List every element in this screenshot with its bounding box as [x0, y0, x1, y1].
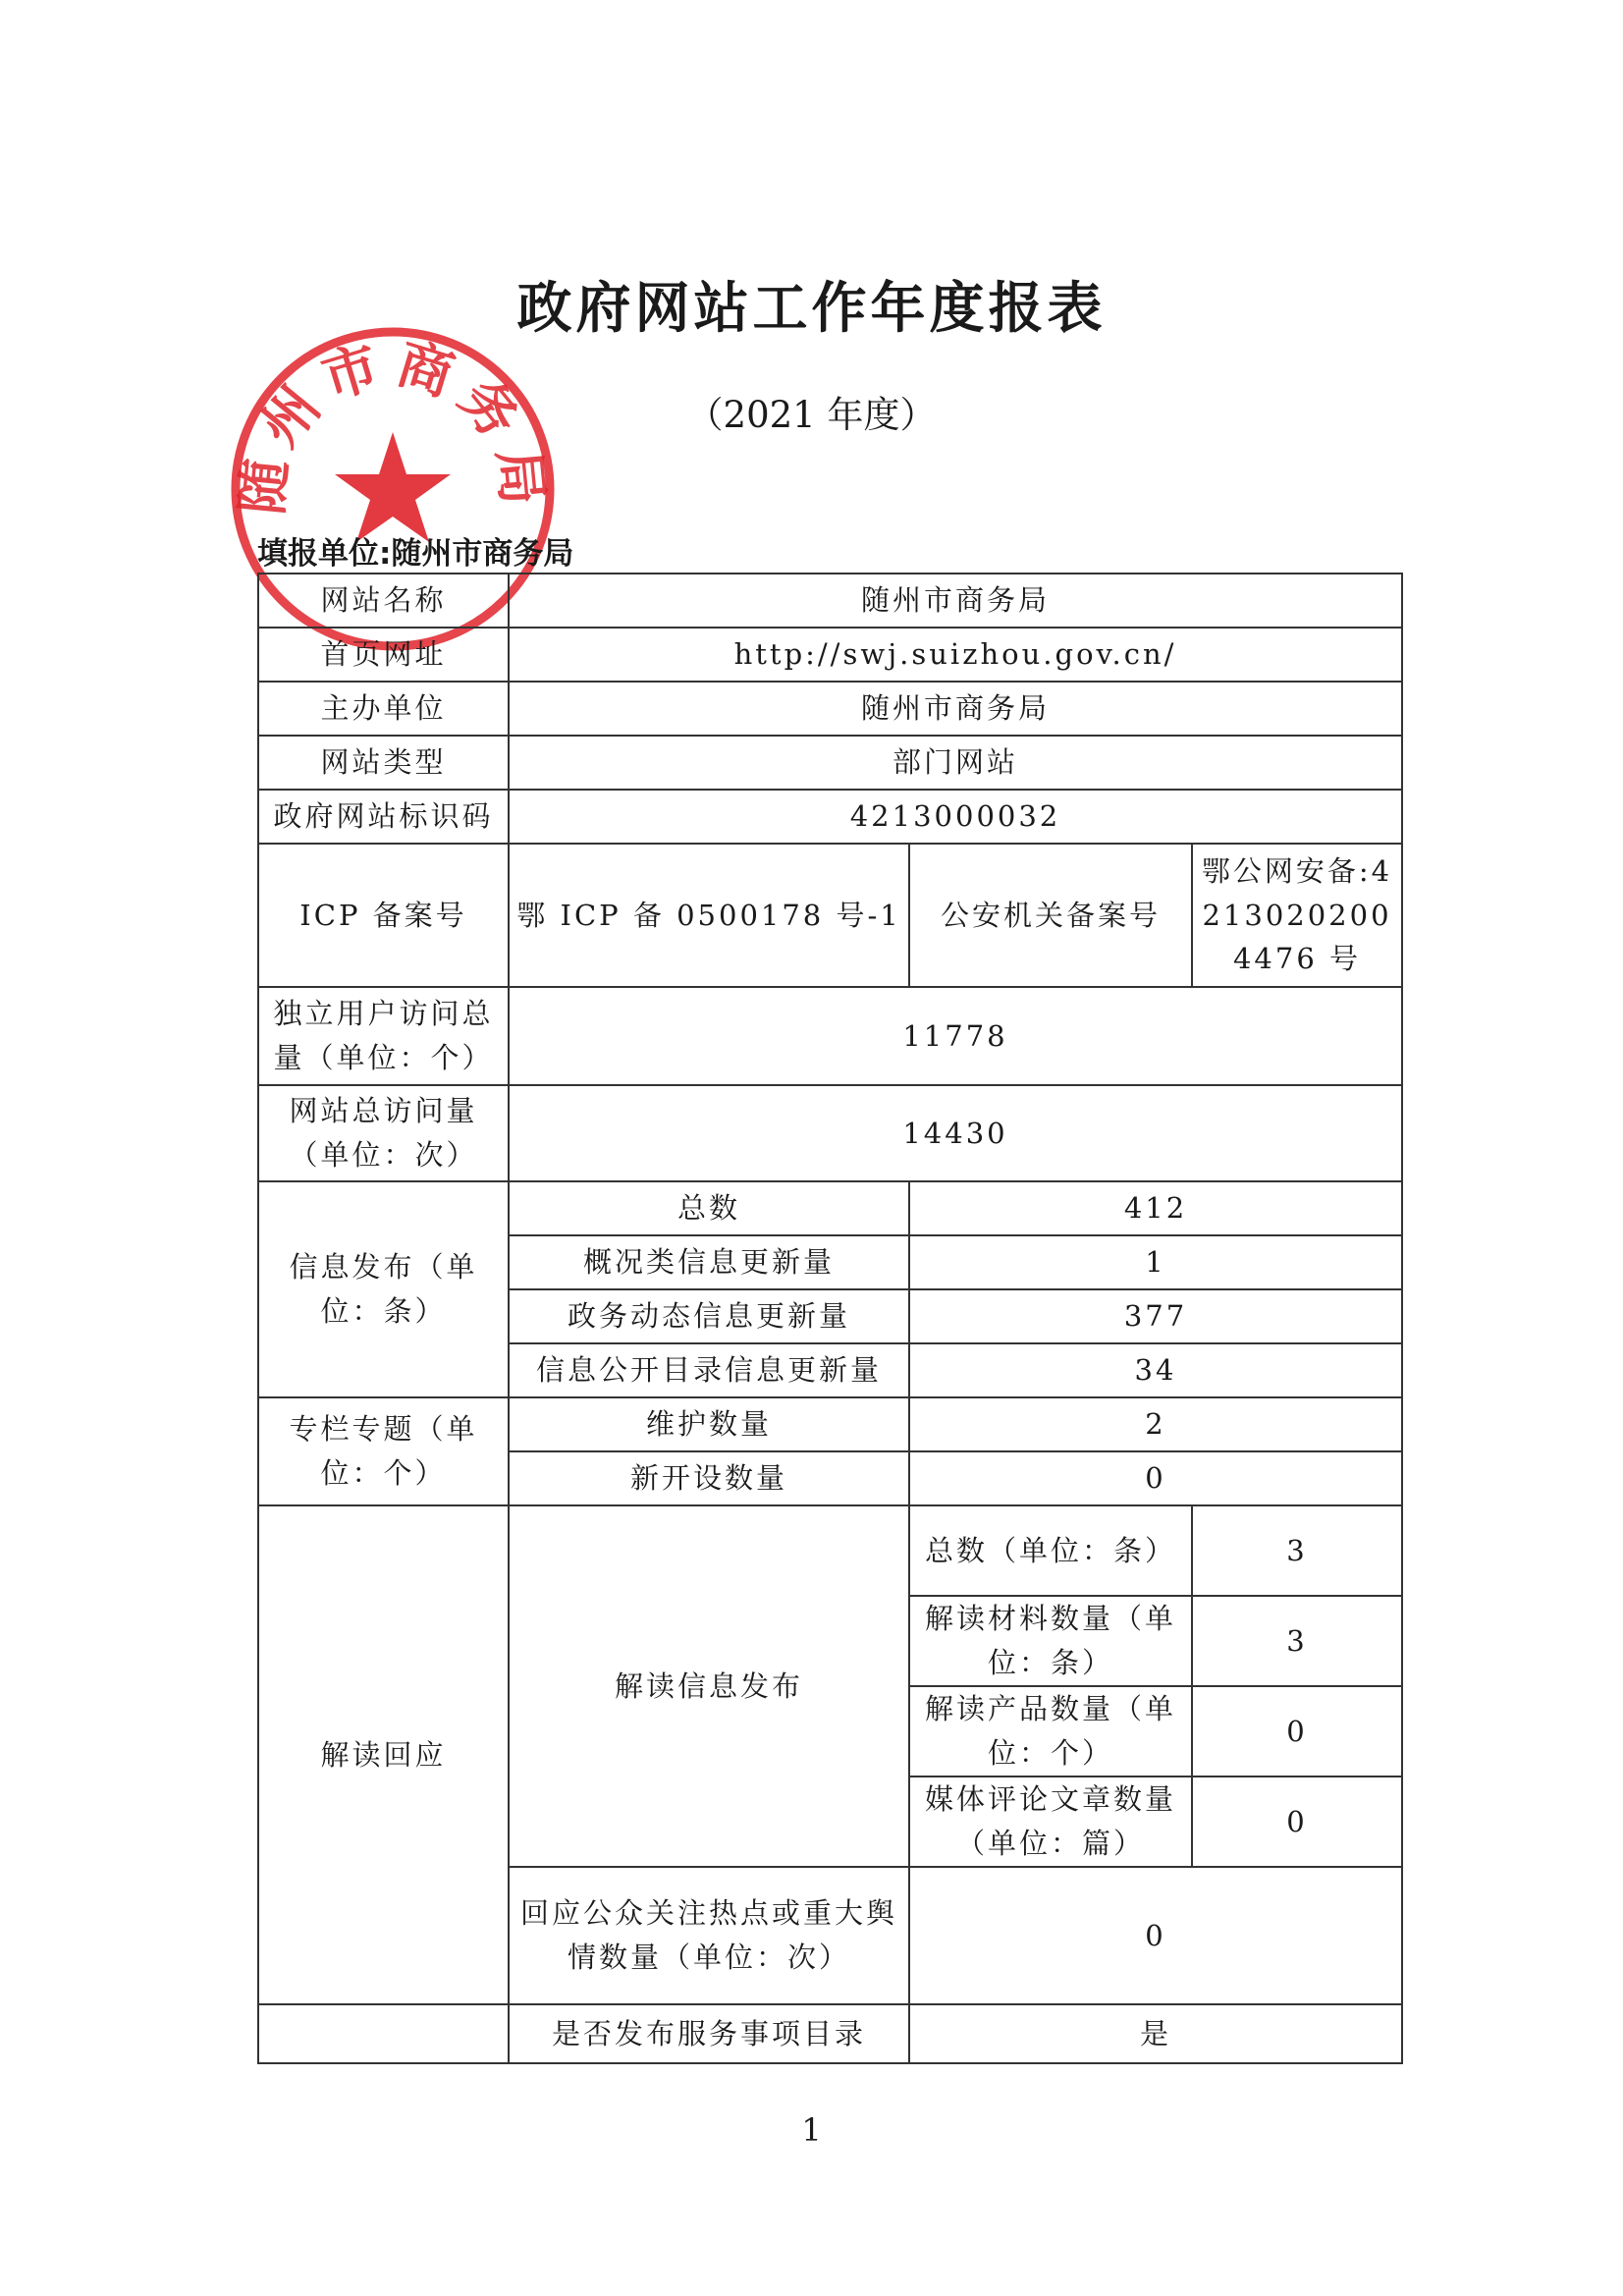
row-value: 0	[1192, 1777, 1402, 1867]
table-row	[258, 736, 1402, 790]
sub-label: 新开设数量	[509, 1451, 909, 1505]
row-label: 解读回应	[258, 1505, 509, 2004]
sub-label: 总数	[509, 1181, 909, 1235]
row-value: 2	[909, 1397, 1402, 1451]
report-table	[257, 573, 1403, 2064]
report-title: 政府网站工作年度报表	[516, 277, 1107, 341]
table-row	[258, 628, 1402, 682]
row-label: 网站类型	[258, 736, 509, 790]
row-label: 公安机关备案号	[909, 844, 1192, 987]
row-value: 1	[909, 1235, 1402, 1289]
sub-label: 维护数量	[509, 1397, 909, 1451]
report-year: （2021 年度）	[686, 394, 937, 436]
table-row	[258, 2004, 1402, 2063]
sub-label: 回应公众关注热点或重大舆情数量（单位：次）	[509, 1867, 909, 2004]
sub-label: 解读信息发布	[509, 1505, 909, 1867]
table-row	[258, 1505, 1402, 1596]
star-icon	[335, 432, 451, 542]
row-value: 0	[909, 1451, 1402, 1505]
row-label: 专栏专题（单位：个）	[258, 1397, 509, 1505]
sub-label: 是否发布服务事项目录	[509, 2004, 909, 2063]
row-label: 主办单位	[258, 682, 509, 736]
row-label: 独立用户访问总量（单位：个）	[258, 987, 509, 1085]
row-value: 是	[909, 2004, 1402, 2063]
row-value: 0	[1192, 1686, 1402, 1777]
table-row	[258, 1181, 1402, 1235]
row-label: ICP 备案号	[258, 844, 509, 987]
sub-label: 解读材料数量（单位：条）	[909, 1596, 1192, 1686]
sub-label: 政务动态信息更新量	[509, 1289, 909, 1343]
page-number: 1	[801, 2111, 822, 2149]
table-row	[258, 844, 1402, 987]
row-value: 11778	[509, 987, 1402, 1085]
row-value: 3	[1192, 1505, 1402, 1596]
row-label: 信息发布（单位：条）	[258, 1181, 509, 1397]
row-value: 部门网站	[509, 736, 1402, 790]
row-value: 377	[909, 1289, 1402, 1343]
row-value: 4213000032	[509, 790, 1402, 844]
table-row	[258, 790, 1402, 844]
row-label: 政府网站标识码	[258, 790, 509, 844]
homepage-url: http://swj.suizhou.gov.cn/	[509, 628, 1402, 682]
sub-label: 总数（单位：条）	[909, 1505, 1192, 1596]
row-label: 网站总访问量（单位：次）	[258, 1085, 509, 1181]
row-value: 随州市商务局	[509, 682, 1402, 736]
sub-label: 概况类信息更新量	[509, 1235, 909, 1289]
sub-label: 信息公开目录信息更新量	[509, 1343, 909, 1397]
empty-cell	[258, 2004, 509, 2063]
table-row	[258, 1397, 1402, 1451]
seal-text: 随州市商务局	[230, 331, 556, 518]
reporting-unit: 填报单位:随州市商务局	[257, 536, 574, 572]
sub-label: 解读产品数量（单位：个）	[909, 1686, 1192, 1777]
table-row	[258, 987, 1402, 1085]
row-value: 34	[909, 1343, 1402, 1397]
table-row	[258, 574, 1402, 628]
row-value: 随州市商务局	[509, 574, 1402, 628]
row-value: 412	[909, 1181, 1402, 1235]
row-label: 首页网址	[258, 628, 509, 682]
icp-number: 鄂 ICP 备 0500178 号-1	[509, 844, 909, 987]
row-label: 网站名称	[258, 574, 509, 628]
row-value: 14430	[509, 1085, 1402, 1181]
police-record-number: 鄂公网安备:42130202004476 号	[1192, 844, 1402, 987]
table-row	[258, 1085, 1402, 1181]
row-value: 0	[909, 1867, 1402, 2004]
row-value: 3	[1192, 1596, 1402, 1686]
sub-label: 媒体评论文章数量（单位：篇）	[909, 1777, 1192, 1867]
table-row	[258, 682, 1402, 736]
